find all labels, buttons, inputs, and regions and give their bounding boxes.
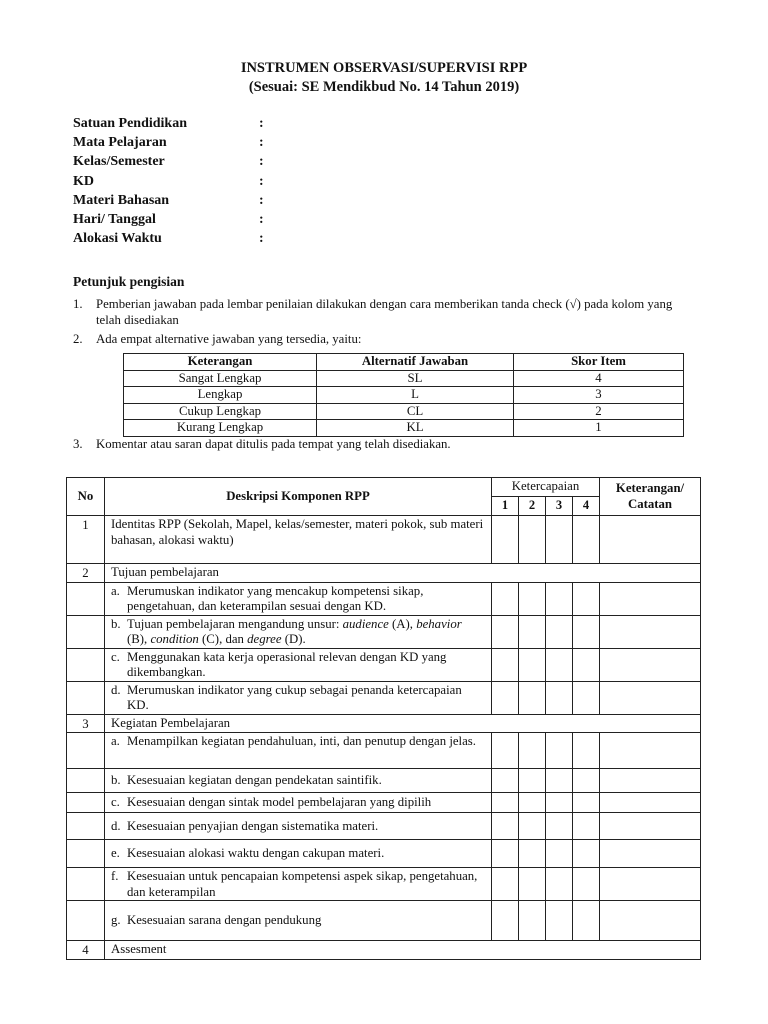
row-number [67, 840, 105, 868]
header-score: 2 [519, 497, 546, 516]
item-letter: f. [111, 869, 119, 883]
notes-cell[interactable] [600, 615, 701, 648]
identity-colon: : [259, 211, 264, 227]
table-row [67, 516, 701, 564]
header-score: 1 [492, 497, 519, 516]
row-description [105, 793, 492, 813]
section-row [67, 714, 701, 733]
item-text: Kesesuaian untuk pencapaian kompetensi aspek sikap, pengetahuan, dan keterampilan [127, 869, 478, 899]
answer-cell: 2 [514, 403, 684, 420]
item-letter: a. [111, 583, 120, 598]
score-cell[interactable] [546, 733, 573, 769]
notes-cell[interactable] [600, 840, 701, 868]
score-cell[interactable] [492, 840, 519, 868]
notes-cell[interactable] [600, 648, 701, 681]
score-cell[interactable] [573, 793, 600, 813]
score-cell[interactable] [546, 793, 573, 813]
row-description [105, 901, 492, 941]
instruction-number: 3. [73, 437, 83, 451]
header-score: 4 [573, 497, 600, 516]
identity-row [73, 231, 269, 250]
score-cell[interactable] [573, 615, 600, 648]
item-text: Kesesuaian sarana dengan pendukung [127, 913, 322, 928]
identity-colon: : [259, 231, 264, 247]
identity-row [73, 174, 269, 193]
item-letter: a. [111, 734, 120, 748]
score-cell[interactable] [573, 681, 600, 714]
score-cell[interactable] [546, 840, 573, 868]
item-letter: b. [111, 773, 121, 788]
answer-cell: KL [317, 420, 514, 437]
row-description [105, 733, 492, 769]
answer-cell: Kurang Lengkap [124, 420, 317, 437]
score-cell[interactable] [573, 648, 600, 681]
score-cell[interactable] [546, 681, 573, 714]
answer-cell: 4 [514, 370, 684, 387]
row-number [67, 769, 105, 793]
table-row [67, 681, 701, 714]
answer-header-cell: Alternatif Jawaban [317, 354, 514, 371]
item-letter: e. [111, 846, 120, 861]
item-letter: b. [111, 616, 121, 631]
term-audience: audience [342, 616, 389, 631]
row-number: 3 [67, 714, 105, 733]
notes-cell[interactable] [600, 868, 701, 901]
instruction-item [73, 297, 683, 328]
notes-cell[interactable] [600, 733, 701, 769]
score-cell[interactable] [492, 648, 519, 681]
row-number: 4 [67, 941, 105, 960]
section-row [67, 941, 701, 960]
row-description [105, 840, 492, 868]
rpp-assessment-table [66, 477, 701, 960]
answer-table-header-row [124, 354, 684, 371]
answer-cell: Sangat Lengkap [124, 370, 317, 387]
score-cell[interactable] [573, 733, 600, 769]
identity-label: Alokasi Waktu [73, 231, 162, 247]
row-number [67, 681, 105, 714]
instruction-number: 1. [73, 297, 83, 311]
score-cell[interactable] [519, 681, 546, 714]
section-row [67, 564, 701, 583]
answer-cell: Lengkap [124, 387, 317, 404]
instruction-text: Pemberian jawaban pada lembar penilaian dilakukan dengan cara memberikan tanda check (√) pada kolom yang telah disediakan [96, 297, 673, 327]
instructions-heading: Petunjuk pengisian [73, 274, 185, 289]
row-number [67, 868, 105, 901]
item-letter: g. [111, 913, 121, 928]
instruction-text: Komentar atau saran dapat ditulis pada tempat yang telah disediakan. [96, 437, 451, 451]
score-cell[interactable] [573, 901, 600, 941]
notes-cell[interactable] [600, 793, 701, 813]
table-header-row [67, 478, 701, 497]
identity-label: KD [73, 173, 94, 189]
score-cell[interactable] [492, 582, 519, 615]
row-description [105, 868, 492, 901]
answer-cell: 1 [514, 420, 684, 437]
score-cell[interactable] [519, 813, 546, 840]
answer-table-row [124, 420, 684, 437]
score-cell[interactable] [492, 901, 519, 941]
row-description [105, 681, 492, 714]
text-part: (D). [281, 632, 306, 646]
identity-colon: : [259, 116, 264, 131]
score-cell[interactable] [519, 769, 546, 793]
header-score: 3 [546, 497, 573, 516]
instruction-item [73, 437, 683, 453]
identity-colon: : [259, 135, 264, 151]
answer-cell: Cukup Lengkap [124, 403, 317, 420]
identity-row [73, 212, 269, 231]
row-description [105, 582, 492, 615]
header-ketercapaian: Ketercapaian [492, 478, 600, 497]
table-row [67, 868, 701, 901]
instruction-text: Ada empat alternative jawaban yang tersedia, yaitu: [96, 332, 362, 346]
section-title: Assesment [105, 941, 701, 960]
answer-table-row [124, 370, 684, 387]
identity-block [73, 116, 269, 250]
row-description: Identitas RPP (Sekolah, Mapel, kelas/semester, materi pokok, sub materi bahasan, alokasi waktu) [105, 516, 492, 564]
score-cell[interactable] [573, 840, 600, 868]
score-cell[interactable] [519, 840, 546, 868]
notes-cell[interactable] [600, 901, 701, 941]
row-description [105, 648, 492, 681]
item-letter: d. [111, 682, 121, 697]
item-letter: d. [111, 818, 121, 833]
score-cell[interactable] [519, 648, 546, 681]
answer-header-cell: Keterangan [124, 354, 317, 371]
table-row [67, 769, 701, 793]
answer-cell: SL [317, 370, 514, 387]
item-text: Menampilkan kegiatan pendahuluan, inti, dan penutup dengan jelas. [127, 734, 476, 748]
item-text: Menggunakan kata kerja operasional relevan dengan KD yang dikembangkan. [127, 649, 447, 679]
notes-cell[interactable] [600, 681, 701, 714]
row-number [67, 813, 105, 840]
table-row [67, 615, 701, 648]
text-part: (A), [388, 616, 417, 631]
score-cell[interactable] [573, 769, 600, 793]
document-title: INSTRUMEN OBSERVASI/SUPERVISI RPP [240, 60, 528, 76]
notes-cell[interactable] [600, 813, 701, 840]
row-number: 1 [67, 516, 105, 564]
row-number [67, 793, 105, 813]
score-cell[interactable] [546, 648, 573, 681]
row-number [67, 733, 105, 769]
answer-options-table [123, 353, 684, 437]
score-cell[interactable] [519, 582, 546, 615]
item-text: Kesesuaian penyajian dengan sistematika materi. [127, 818, 379, 833]
term-condition: condition [150, 632, 199, 646]
identity-row [73, 193, 269, 212]
item-text [127, 617, 485, 648]
score-cell[interactable] [492, 793, 519, 813]
score-cell[interactable] [546, 769, 573, 793]
identity-label: Kelas/Semester [73, 154, 165, 170]
score-cell[interactable] [492, 769, 519, 793]
answer-cell: L [317, 387, 514, 404]
row-description [105, 615, 492, 648]
score-cell[interactable] [546, 813, 573, 840]
row-number [67, 648, 105, 681]
identity-label: Mata Pelajaran [73, 135, 167, 151]
identity-row [73, 154, 269, 173]
instruction-item [73, 332, 683, 348]
identity-row [73, 116, 269, 135]
document-subtitle: (Sesuai: SE Mendikbud No. 14 Tahun 2019) [248, 79, 520, 95]
item-letter: c. [111, 795, 120, 810]
score-cell[interactable] [546, 615, 573, 648]
instruction-number: 2. [73, 332, 83, 346]
score-cell[interactable] [573, 516, 600, 564]
header-no: No [67, 478, 105, 516]
identity-label: Materi Bahasan [73, 192, 170, 208]
row-number [67, 901, 105, 941]
score-cell[interactable] [492, 681, 519, 714]
table-row [67, 793, 701, 813]
identity-colon: : [259, 154, 264, 170]
header-notes: Keterangan/ Catatan [600, 478, 701, 516]
score-cell[interactable] [492, 516, 519, 564]
item-text: Merumuskan indikator yang cukup sebagai penanda ketercapaian KD. [127, 682, 462, 712]
answer-header-cell: Skor Item [514, 354, 684, 371]
table-row [67, 813, 701, 840]
answer-cell: 3 [514, 387, 684, 404]
score-cell[interactable] [492, 733, 519, 769]
header-description: Deskripsi Komponen RPP [105, 478, 492, 516]
score-cell[interactable] [519, 901, 546, 941]
answer-cell: CL [317, 403, 514, 420]
item-letter: c. [111, 649, 120, 664]
row-description [105, 769, 492, 793]
row-number [67, 615, 105, 648]
score-cell[interactable] [573, 868, 600, 901]
score-cell[interactable] [492, 868, 519, 901]
score-cell[interactable] [492, 615, 519, 648]
score-cell[interactable] [519, 615, 546, 648]
section-title: Tujuan pembelajaran [105, 564, 701, 583]
item-text: Merumuskan indikator yang mencakup kompetensi sikap, pengetahuan, dan keterampilan sesuai dengan KD. [127, 583, 424, 613]
item-text: Kesesuaian kegiatan dengan pendekatan saintifik. [127, 773, 382, 788]
item-text: Kesesuaian dengan sintak model pembelajaran yang dipilih [127, 795, 432, 810]
score-cell[interactable] [546, 582, 573, 615]
text-part: Tujuan pembelajaran mengandung unsur: [127, 616, 343, 631]
section-title: Kegiatan Pembelajaran [105, 714, 701, 733]
table-row [67, 733, 701, 769]
score-cell[interactable] [519, 868, 546, 901]
identity-label: Hari/ Tanggal [73, 211, 156, 227]
notes-cell[interactable] [600, 769, 701, 793]
answer-table-row [124, 403, 684, 420]
row-number [67, 582, 105, 615]
table-row [67, 648, 701, 681]
identity-label: Satuan Pendidikan [73, 116, 187, 131]
row-number: 2 [67, 564, 105, 583]
table-row [67, 901, 701, 941]
score-cell[interactable] [492, 813, 519, 840]
identity-colon: : [259, 192, 264, 208]
notes-cell[interactable] [600, 582, 701, 615]
answer-table-row [124, 387, 684, 404]
item-text: Kesesuaian alokasi waktu dengan cakupan materi. [127, 846, 385, 861]
score-cell[interactable] [519, 733, 546, 769]
term-degree: degree [247, 632, 282, 646]
identity-row [73, 135, 269, 154]
table-row [67, 582, 701, 615]
row-description [105, 813, 492, 840]
score-cell[interactable] [546, 868, 573, 901]
identity-colon: : [259, 173, 264, 189]
score-cell[interactable] [519, 516, 546, 564]
table-row [67, 840, 701, 868]
score-cell[interactable] [519, 793, 546, 813]
text-part: (B), [127, 632, 151, 646]
notes-cell[interactable] [600, 516, 701, 564]
score-cell[interactable] [573, 813, 600, 840]
text-part: (C), dan [198, 632, 248, 646]
score-cell[interactable] [573, 582, 600, 615]
term-behavior: behavior [416, 616, 462, 631]
score-cell[interactable] [546, 516, 573, 564]
score-cell[interactable] [546, 901, 573, 941]
